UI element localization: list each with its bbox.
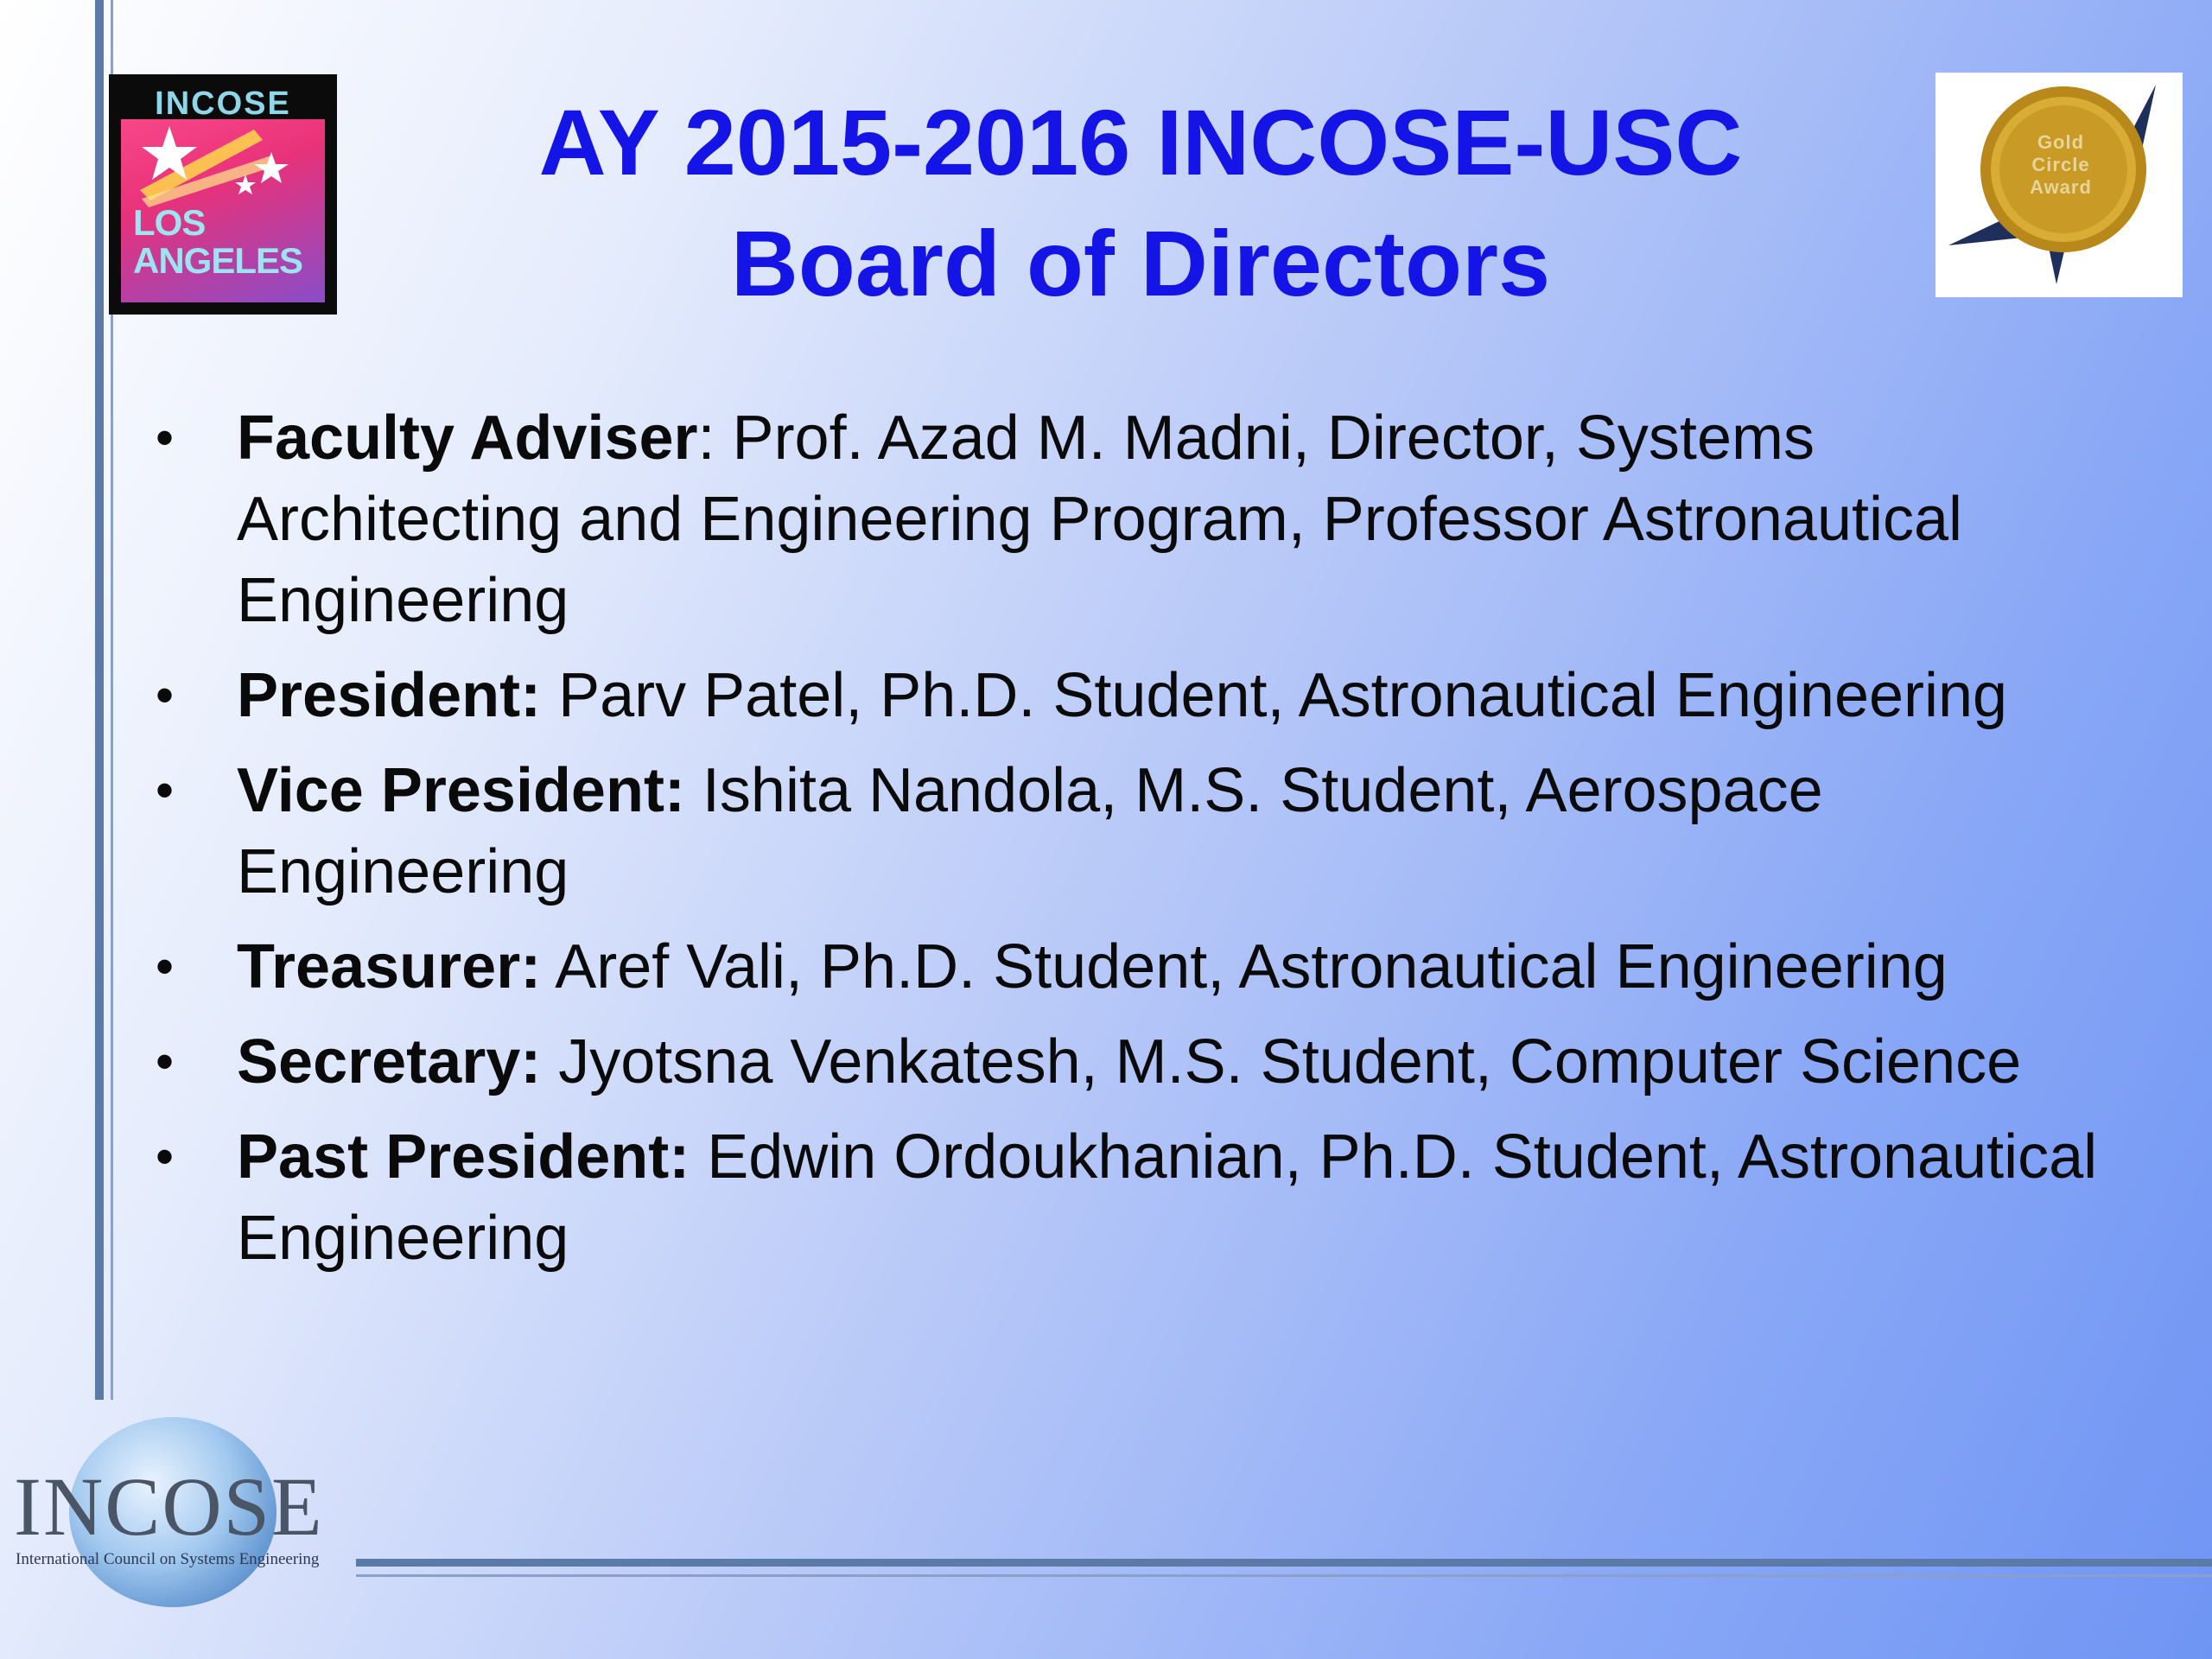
- title-line-1: AY 2015-2016 INCOSE-USC: [538, 90, 1743, 194]
- role-label: Secretary:: [237, 1027, 542, 1096]
- member-details: Aref Vali, Ph.D. Student, Astronautical Engineering: [541, 932, 1948, 1001]
- list-item: • Faculty Adviser: Prof. Azad M. Madni, Director, Systems Architecting and Engineering Program, Professor Astronautical Engineering: [156, 404, 1963, 635]
- title-line-2: Board of Directors: [730, 211, 1551, 315]
- member-details: Ishita Nandola, M.S. Student, Aerospace Engineering: [237, 756, 1823, 906]
- role-label: Vice President:: [237, 756, 685, 825]
- role-label: Past President:: [237, 1122, 690, 1192]
- incose-logo-word: INCOSE: [14, 1460, 324, 1553]
- member-details: Parv Patel, Ph.D. Student, Astronautical Engineering: [541, 661, 2008, 730]
- role-label: Faculty Adviser: [237, 404, 698, 473]
- list-item: • Treasurer: Aref Vali, Ph.D. Student, Astronautical Engineering: [156, 932, 1948, 1001]
- star-burst-icon: [133, 121, 325, 207]
- list-item: • Past President: Edwin Ordoukhanian, Ph.D. Student, Astronautical Engineering: [156, 1122, 2098, 1273]
- gold-circle-award-badge: [1936, 73, 2183, 297]
- list-item: • Vice President: Ishita Nandola, M.S. Student, Aerospace Engineering: [156, 756, 1823, 906]
- slide-title: [337, 82, 1944, 324]
- board-member-list: [138, 397, 2126, 1293]
- list-item: • President: Parv Patel, Ph.D. Student, Astronautical Engineering: [156, 661, 2008, 730]
- vertical-rule: [95, 0, 104, 1400]
- horizontal-rule-thin: [356, 1574, 2212, 1577]
- horizontal-rule: [356, 1559, 2212, 1567]
- incose-logo-subtitle: International Council on Systems Engineering: [16, 1550, 320, 1568]
- role-label: Treasurer:: [237, 932, 542, 1001]
- incose-logo: [14, 1417, 325, 1607]
- logo-top-text: INCOSE: [121, 86, 325, 119]
- role-label: President:: [237, 661, 542, 730]
- incose-los-angeles-logo: [109, 74, 337, 315]
- award-text: Gold Circle Award: [2030, 131, 2092, 198]
- list-item: • Secretary: Jyotsna Venkatesh, M.S. Student, Computer Science: [156, 1027, 2022, 1096]
- logo-city-text: LOS ANGELES: [133, 202, 303, 281]
- member-details: Jyotsna Venkatesh, M.S. Student, Computer Science: [541, 1027, 2022, 1096]
- member-details: Prof. Azad M. Madni, Director, Systems Architecting and Engineering Program, Professor Astronautical Engineering: [237, 404, 1963, 635]
- member-details: Edwin Ordoukhanian, Ph.D. Student, Astronautical Engineering: [237, 1122, 2098, 1273]
